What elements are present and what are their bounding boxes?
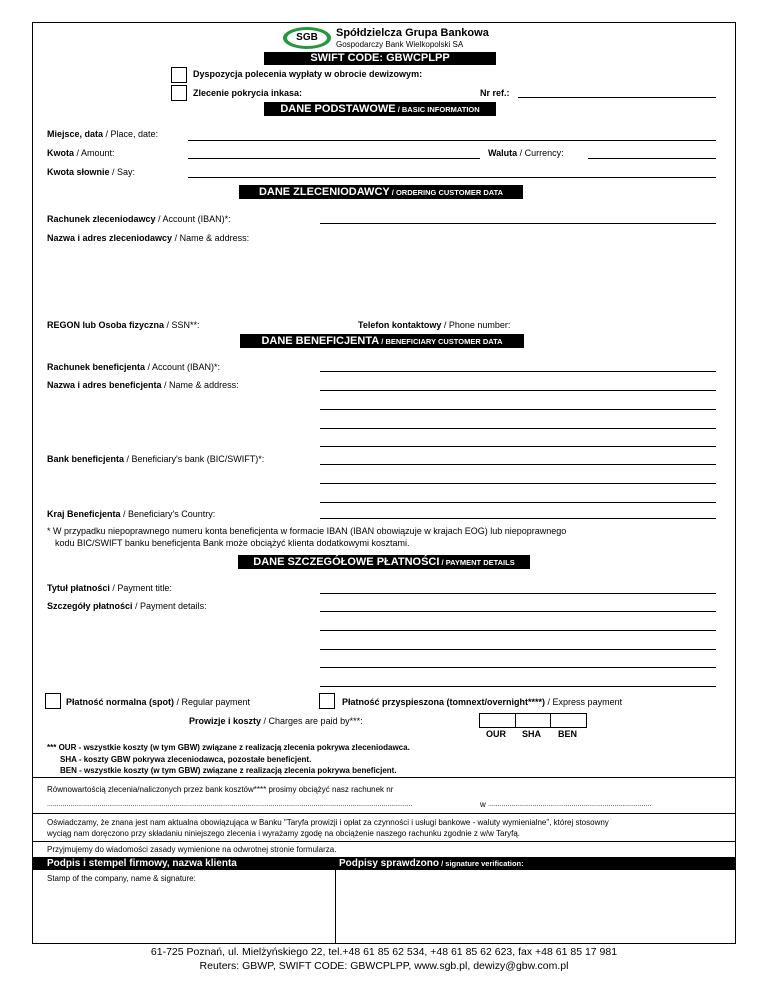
express-payment-label [342, 697, 622, 707]
payment-details-input-2[interactable] [320, 630, 716, 631]
ordering-name-label [47, 233, 249, 243]
charges-en: / Charges are paid by***: [261, 716, 363, 726]
equivalent-account-input[interactable]: ............................................................................................................................................................................................ [47, 801, 413, 808]
divider-1 [32, 777, 736, 778]
signature-right-title: Podpisy sprawdzono [339, 858, 440, 869]
amount-label [47, 148, 115, 158]
signature-right-bar [335, 857, 735, 870]
collection-checkbox[interactable] [171, 85, 187, 101]
phone-en: / Phone number: [441, 320, 511, 330]
charges-pl: Prowizje i koszty [189, 716, 262, 726]
ben-name-input-3[interactable] [320, 428, 716, 429]
signature-left-bar: Podpis i stempel firmowy, nazwa klienta [33, 857, 335, 870]
say-label [47, 167, 135, 177]
basic-info-bar [264, 102, 496, 116]
signature-stamp-label: Stamp of the company, name & signature: [47, 874, 196, 883]
currency-label [488, 148, 564, 158]
ben-bank-en: / Beneficiary's bank (BIC/SWIFT)*: [124, 454, 265, 464]
payment-details-input-1[interactable] [320, 611, 716, 612]
payment-title-en: / PAYMENT DETAILS [439, 558, 515, 567]
iban-note-line1: * W przypadku niepoprawnego numeru konta beneficjenta w formacie IBAN (IBAN obowiązuje w krajach EOG) lub niepoprawnego [47, 526, 567, 536]
beneficiary-title-en: / BENEFICIARY CUSTOMER DATA [379, 337, 503, 346]
payment-bar [238, 555, 530, 569]
payment-title-label [47, 583, 172, 593]
payment-details-input-5[interactable] [320, 686, 716, 687]
payment-details-input-3[interactable] [320, 649, 716, 650]
ref-label: Nr ref.: [480, 88, 510, 98]
payment-title-pl: Tytuł płatności [47, 583, 110, 593]
beneficiary-bar [240, 334, 524, 348]
regular-payment-label [66, 697, 250, 707]
ben-account-en: / Account (IBAN)*: [145, 362, 221, 372]
payment-title: DANE SZCZEGÓŁOWE PŁATNOŚCI [253, 556, 440, 568]
ordering-account-label [47, 214, 231, 224]
payment-title-input[interactable] [320, 593, 716, 594]
charges-ben-box[interactable] [550, 713, 587, 728]
basic-title-en: / BASIC INFORMATION [395, 105, 480, 114]
bank-name: Spółdzielcza Grupa Bankowa [336, 27, 489, 39]
beneficiary-title: DANE BENEFICJENTA [261, 335, 380, 347]
ben-account-input[interactable] [320, 371, 716, 372]
ben-bank-input-1[interactable] [320, 464, 716, 465]
regon-label [47, 320, 200, 330]
payment-details-input-4[interactable] [320, 667, 716, 668]
payment-details-pl: Szczegóły płatności [47, 601, 133, 611]
ordering-account-en: / Account (IBAN)*: [155, 214, 231, 224]
amount-en: / Amount: [74, 148, 115, 158]
footer-contact: Reuters: GBWP, SWIFT CODE: GBWCPLPP, www.sgb.pl, dewizy@gbw.com.pl [199, 960, 569, 972]
ben-name-input-1[interactable] [320, 390, 716, 391]
ordering-account-input[interactable] [320, 223, 716, 224]
ordering-account-pl: Rachunek zleceniodawcy [47, 214, 156, 224]
say-pl: Kwota słownie [47, 167, 110, 177]
regular-en: / Regular payment [174, 697, 251, 707]
amount-pl: Kwota [47, 148, 74, 158]
equivalent-w-label: w [480, 800, 486, 809]
footer-address: 61-725 Poznań, ul. Mielżyńskiego 22, tel.+48 61 85 62 534, +48 61 85 62 623, fax +48 61 85 17 981 [150, 946, 618, 958]
declaration-line2: wyciąg nam doręczono przy składaniu niniejszego zlecenia i wyrażamy zgodę na obciążenie naszego rachunku zgodnie z w/w Taryfą. [47, 829, 520, 838]
ben-bank-input-2[interactable] [320, 483, 716, 484]
ordering-name-en: / Name & address: [172, 233, 250, 243]
charges-note-sha: SHA - koszty GBW pokrywa zleceniodawca, pozostałe beneficjent. [60, 755, 312, 764]
payment-order-checkbox[interactable] [171, 67, 187, 83]
ben-country-label [47, 509, 215, 519]
regular-pl: Płatność normalna (spot) [66, 697, 175, 707]
signature-verification-area[interactable] [336, 871, 735, 944]
iban-note-line2: kodu BIC/SWIFT banku beneficjenta Bank może obciążyć klienta dodatkowymi kosztami. [55, 538, 410, 548]
signature-right-title-en: / signature verification: [439, 859, 524, 868]
place-en: / Place, date: [103, 129, 159, 139]
ben-bank-input-3[interactable] [320, 502, 716, 503]
ben-country-pl: Kraj Beneficjenta [47, 509, 121, 519]
equivalent-text: Równowartością zlecenia/naliczonych przez bank kosztów**** prosimy obciążyć nasz rachunek nr [47, 785, 394, 794]
charges-sha-label: SHA [522, 729, 542, 739]
regon-en: / SSN**: [164, 320, 200, 330]
payment-title-en-label: / Payment title: [109, 583, 172, 593]
express-pl: Płatność przyspieszona (tomnext/overnight****) [342, 697, 546, 707]
regular-payment-checkbox[interactable] [45, 693, 61, 709]
payment-order-label: Dyspozycja polecenia wypłaty w obrocie dewizowym: [193, 69, 423, 79]
ben-name-input-2[interactable] [320, 409, 716, 410]
swift-code-bar: SWIFT CODE: GBWCPLPP [264, 52, 496, 65]
ben-bank-label [47, 454, 264, 464]
ben-bank-pl: Bank beneficjenta [47, 454, 125, 464]
place-pl: Miejsce, data [47, 129, 104, 139]
express-payment-checkbox[interactable] [319, 693, 335, 709]
say-en: / Say: [109, 167, 136, 177]
charges-label [189, 716, 363, 726]
charges-our-label: OUR [486, 729, 506, 739]
currency-pl: Waluta [488, 148, 518, 158]
charges-ben-label: BEN [558, 729, 578, 739]
payment-details-label [47, 601, 207, 611]
ben-country-input[interactable] [320, 518, 716, 519]
charges-note-our: *** OUR - wszystkie koszty (w tym GBW) związane z realizacją zlecenia pokrywa zleceniodawca. [47, 743, 410, 752]
basic-title: DANE PODSTAWOWE [280, 103, 396, 115]
ben-name-pl: Nazwa i adres beneficjenta [47, 380, 162, 390]
equivalent-bank-input[interactable]: .................................................................................... [488, 801, 652, 808]
amount-input[interactable] [188, 158, 480, 159]
declaration-line1: Oświadczamy, że znana jest nam aktualna obowiązująca w Banku "Taryfa prowizji i opłat za czynności i usługi bankowe - waluty wymienialne", której stosowny [47, 818, 609, 827]
ref-input[interactable] [518, 97, 716, 98]
ordering-name-pl: Nazwa i adres zleceniodawcy [47, 233, 173, 243]
charges-note-ben: BEN - wszystkie koszty (w tym GBW) związane z realizacją zlecenia pokrywa beneficjent. [60, 766, 397, 775]
ben-name-input-4[interactable] [320, 446, 716, 447]
charges-our-box[interactable] [479, 713, 516, 728]
divider-2 [32, 813, 736, 814]
ben-account-label [47, 362, 220, 372]
collection-label: Zlecenie pokrycia inkasa: [193, 88, 303, 98]
ben-country-en: / Beneficiary's Country: [120, 509, 216, 519]
declaration-line3: Przyjmujemy do wiadomości zasady wymienione na odwrotnej stronie formularza. [47, 845, 337, 854]
say-input[interactable] [188, 177, 716, 178]
ben-name-label [47, 380, 239, 390]
ben-name-en: / Name & address: [161, 380, 239, 390]
divider-3 [32, 841, 736, 842]
place-date-label [47, 129, 158, 139]
payment-details-en: / Payment details: [132, 601, 207, 611]
ordering-title: DANE ZLECENIODAWCY [258, 186, 390, 198]
place-date-input[interactable] [188, 140, 716, 141]
currency-en: / Currency: [517, 148, 564, 158]
ben-account-pl: Rachunek beneficjenta [47, 362, 146, 372]
currency-input[interactable] [588, 158, 716, 159]
sgb-logo-text: SGB [287, 30, 327, 46]
ordering-bar [239, 185, 523, 199]
express-en: / Express payment [545, 697, 623, 707]
bank-subname: Gospodarczy Bank Wielkopolski SA [336, 40, 464, 49]
regon-pl: REGON lub Osoba fizyczna [47, 320, 165, 330]
phone-label [358, 320, 510, 330]
charges-sha-box[interactable] [515, 713, 551, 728]
signature-stamp-area[interactable] [33, 884, 335, 944]
phone-pl: Telefon kontaktowy [358, 320, 442, 330]
ordering-title-en: / ORDERING CUSTOMER DATA [389, 188, 504, 197]
